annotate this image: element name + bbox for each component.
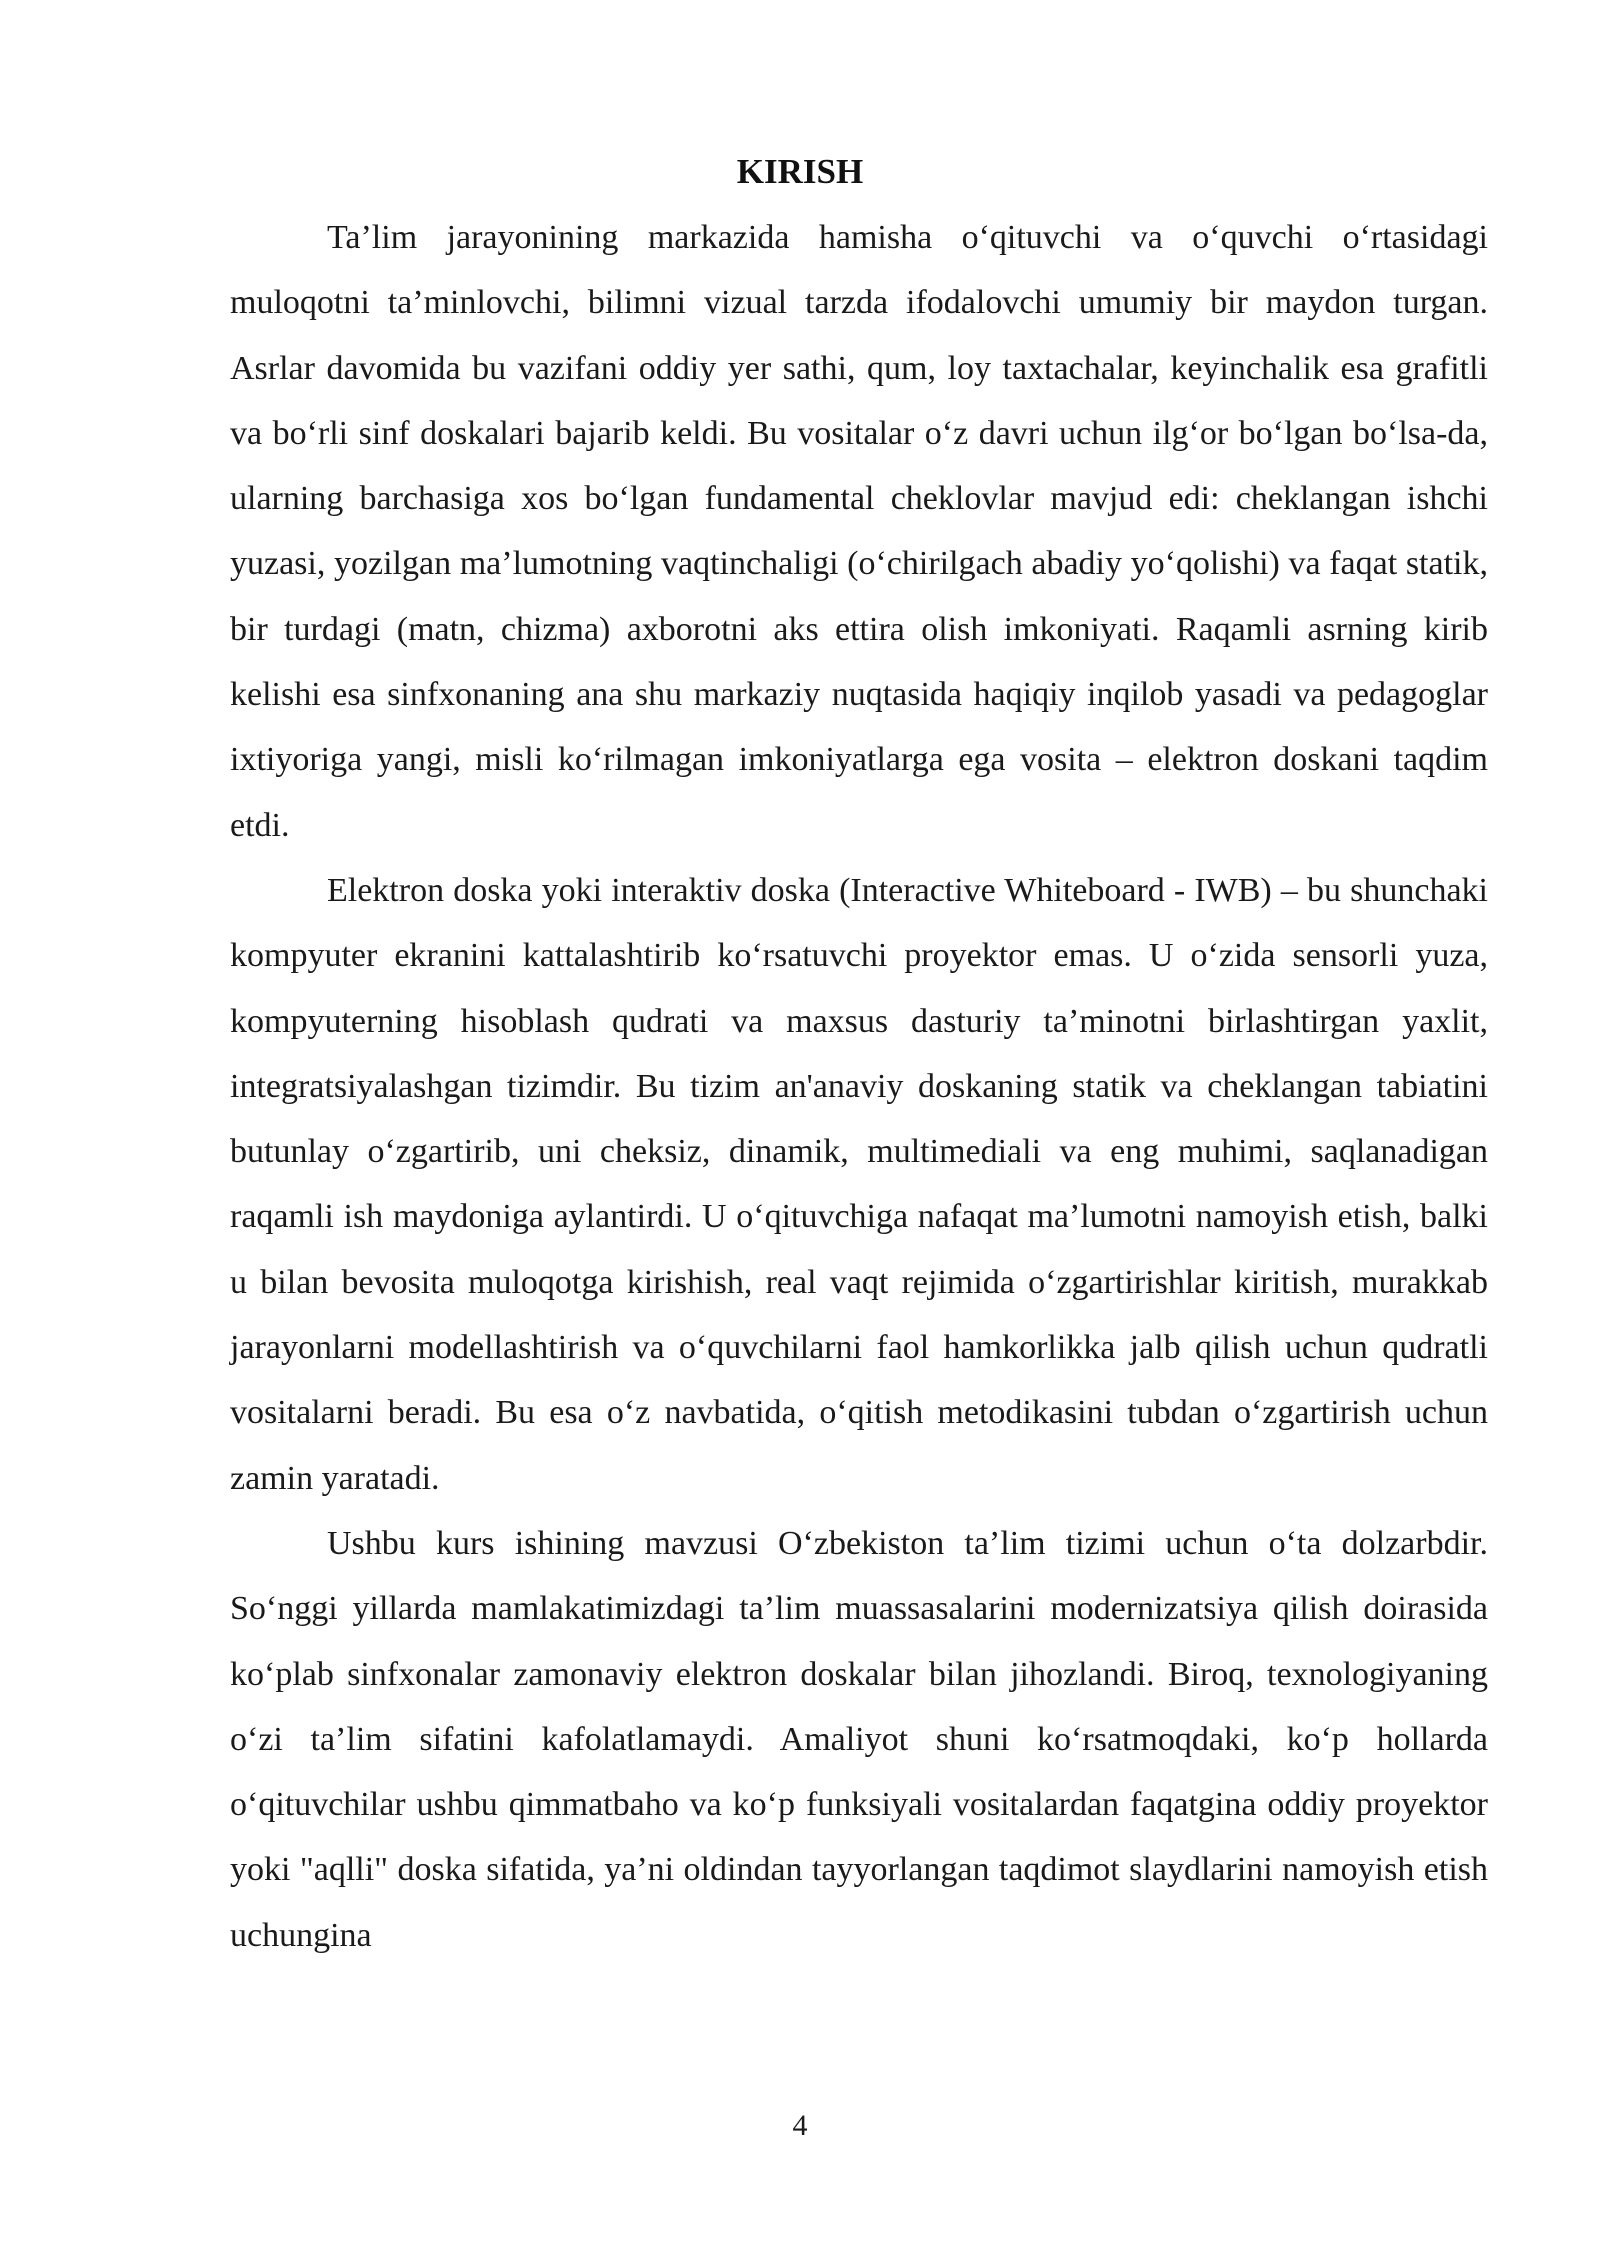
section-heading: KIRISH — [736, 152, 864, 191]
paragraph-2: Elektron doska yoki interaktiv doska (Interactive Whiteboard - IWB) – bu shunchaki kompyuter ekranini kattalashtirib ko‘rsatuvchi proyektor emas. U o‘zida sensorli yuza, kompyuterning hisoblash qudrati va maxsus dasturiy ta’minotni birlashtirgan yaxlit, integratsiyalashgan tizimdir. Bu tizim an'anaviy doskaning statik va cheklangan tabiatini butunlay o‘zgartirib, uni cheksiz, dinamik, multimediali va eng muhimi, saqlanadigan raqamli ish maydoniga aylantirdi. U o‘qituvchiga nafaqat ma’lumotni namoyish etish, balki u bilan bevosita muloqotga kirishish, real vaqt rejimida o‘zgartirishlar kiritish, murakkab jarayonlarni modellashtirish va o‘quvchilarni faol hamkorlikka jalb qilish uchun qudratli vositalarni beradi. Bu esa o‘z navbatida, o‘qitish metodikasini tubdan o‘zgartirish uchun zamin yaratadi. — [230, 871, 1488, 1497]
page-number: 4 — [792, 2109, 808, 2142]
paragraph-1: Ta’lim jarayonining markazida hamisha o‘qituvchi va o‘quvchi o‘rtasidagi muloqotni ta’minlovchi, bilimni vizual tarzda ifodalovchi umumiy bir maydon turgan. Asrlar davomida bu vazifani oddiy yer sathi, qum, loy taxtachalar, keyinchalik esa grafitli va bo‘rli sinf doskalari bajarib keldi. Bu vositalar o‘z davri uchun ilg‘or bo‘lgan bo‘lsa-da, ularning barchasiga xos bo‘lgan fundamental cheklovlar mavjud edi: cheklangan ishchi yuzasi, yozilgan ma’lumotning vaqtinchaligi (o‘chirilgach abadiy yo‘qolishi) va faqat statik, bir turdagi (matn, chizma) axborotni aks ettira olish imkoniyati. Raqamli asrning kirib kelishi esa sinfxonaning ana shu markaziy nuqtasida haqiqiy inqilob yasadi va pedagoglar ixtiyoriga yangi, misli ko‘rilmagan imkoniyatlarga ega vosita – elektron doskani taqdim etdi. — [230, 219, 1488, 844]
body-text — [230, 205, 1488, 1968]
paragraph-3: Ushbu kurs ishining mavzusi O‘zbekiston ta’lim tizimi uchun o‘ta dolzarbdir. So‘nggi yillarda mamlakatimizdagi ta’lim muassasalarini modernizatsiya qilish doirasida ko‘plab sinfxonalar zamonaviy elektron doskalar bilan jihozlandi. Biroq, texnologiyaning o‘zi ta’lim sifatini kafolatlamaydi. Amaliyot shuni ko‘rsatmoqdaki, ko‘p hollarda o‘qituvchilar ushbu qimmatbaho va ko‘p funksiyali vositalardan faqatgina oddiy proyektor yoki "aqlli" doska sifatida, ya’ni oldindan tayyorlangan taqdimot slaydlarini namoyish etish uchungina — [230, 1524, 1488, 1954]
